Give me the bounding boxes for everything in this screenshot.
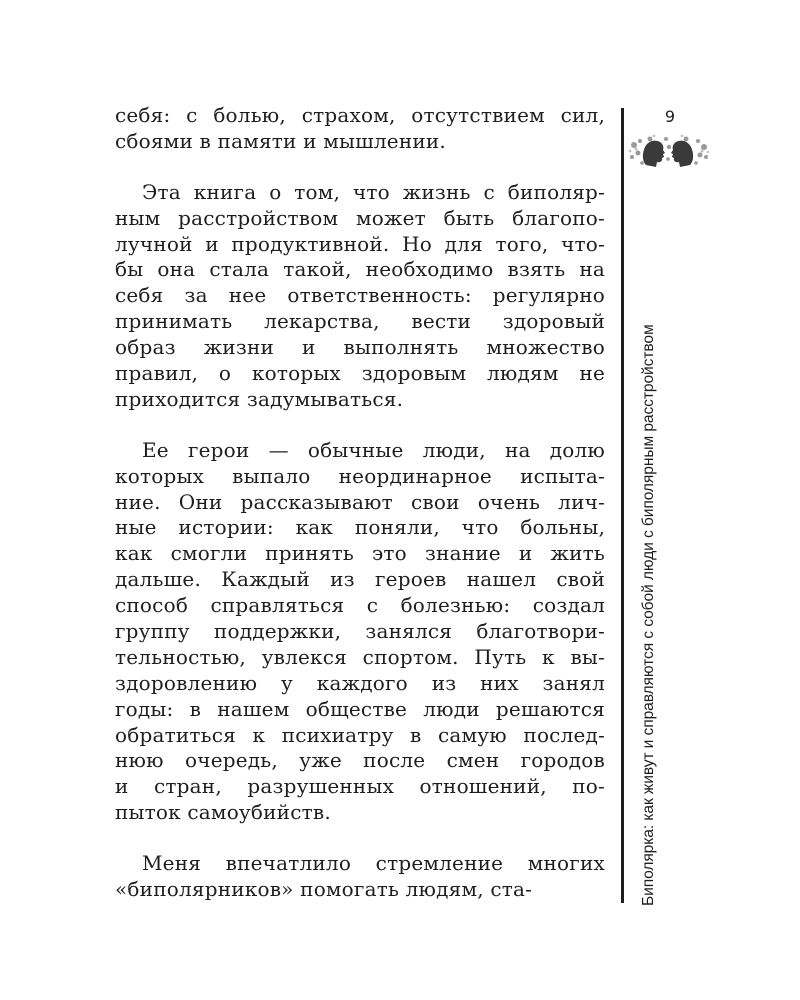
text-line: группу поддержки, занялся благотвори- (115, 619, 605, 644)
two-faces-silhouette-icon (628, 133, 710, 173)
paragraph (115, 851, 605, 903)
text-line: Эта книга о том, что жизнь с биполяр- (142, 179, 605, 204)
text-line: образ жизни и выполнять множество (115, 335, 605, 360)
text-line: себя: с болью, страхом, отсутствием сил, (115, 103, 605, 127)
running-title: Биполярка: как живут и справляются с собой люди с биполярным расстройством (640, 324, 657, 906)
text-line: лучной и продуктивной. Но для того, что- (115, 231, 605, 256)
text-line: и стран, разрушенных отношений, по- (115, 774, 605, 799)
text-line: способ справляться с болезнью: создал (115, 593, 605, 618)
text-line: Ее герои — обычные люди, на долю (142, 437, 605, 462)
text-line: ные истории: как поняли, что больны, (115, 515, 605, 540)
paragraph (115, 103, 605, 155)
text-line: здоровлению у каждого из них занял (115, 670, 605, 695)
text-line: как смогли принять это знание и жить (115, 541, 605, 566)
text-line: бы она стала такой, необходимо взять на (115, 257, 605, 282)
text-line: правил, о которых здоровым людям не (115, 361, 605, 386)
page-number: 9 (664, 107, 676, 126)
text-line: обратиться к психиатру в самую послед- (115, 722, 605, 747)
text-line: «биполярников» помогать людям, ста- (115, 877, 533, 902)
text-line: ние. Они рассказывают свои очень лич- (115, 489, 605, 514)
text-line: ным расстройством может быть благопо- (115, 205, 605, 230)
text-line: дальше. Каждый из героев нашел свой (115, 567, 605, 592)
text-line: тельностью, увлекся спортом. Путь к вы- (115, 644, 605, 669)
margin-rule (621, 108, 624, 903)
text-line: сбоями в памяти и мышлении. (115, 128, 446, 153)
text-line: Меня впечатлило стремление многих (142, 851, 605, 876)
text-line: годы: в нашем обществе люди решаются (115, 696, 605, 721)
text-line: приходится задумываться. (115, 386, 404, 411)
text-line: пыток самоубийств. (115, 800, 331, 825)
text-line: которых выпало неординарное испыта- (115, 463, 605, 488)
text-line: себя за нее ответственность: регулярно (115, 283, 605, 308)
body-text (115, 103, 605, 928)
text-line: принимать лекарства, вести здоровый (115, 309, 605, 334)
paragraph (115, 438, 605, 826)
text-line: нюю очередь, уже после смен городов (115, 748, 605, 773)
paragraph (115, 180, 605, 413)
